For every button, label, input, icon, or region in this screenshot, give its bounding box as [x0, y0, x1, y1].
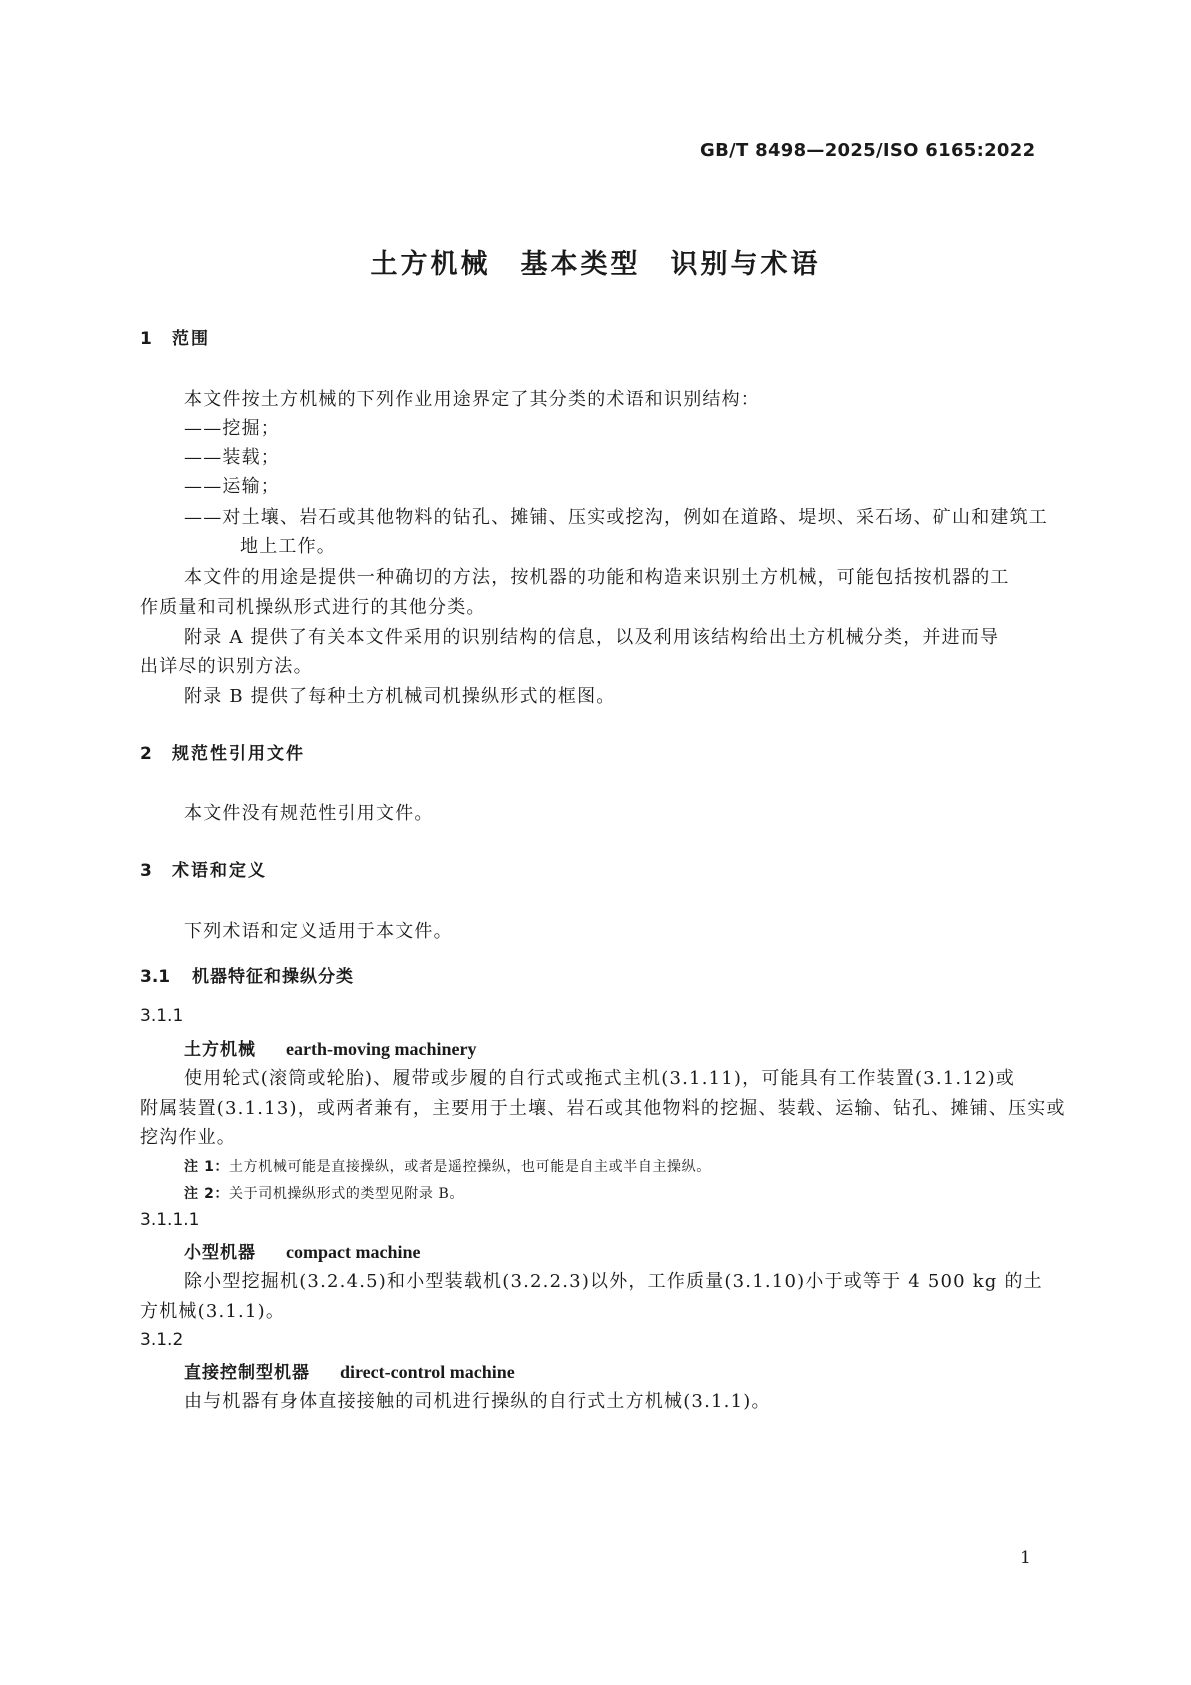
term-title	[184, 1035, 476, 1060]
term-definition: 除小型挖掘机(3.2.4.5)和小型装载机(3.2.2.3)以外，工作质量(3.1.10)小于或等于 4 500 kg 的土	[184, 1271, 1043, 1292]
term-title	[184, 1358, 515, 1383]
list-item: ——运输；	[184, 476, 280, 497]
section-title: 术语和定义	[172, 861, 267, 881]
note-label: 注 1：	[184, 1159, 230, 1175]
paragraph: 本文件的用途是提供一种确切的方法，按机器的功能和构造来识别土方机械，可能包括按机器的工	[184, 567, 1010, 588]
term-en: earth-moving machinery	[286, 1039, 477, 1059]
term-title	[184, 1238, 420, 1263]
term-definition-continuation: 附属装置(3.1.13)，或两者兼有，主要用于土壤、岩石或其他物料的挖掘、装载、运输、钻孔、摊铺、压实或	[140, 1098, 1066, 1119]
paragraph: 附录 A 提供了有关本文件采用的识别结构的信息，以及利用该结构给出土方机械分类，并进而导	[184, 627, 1000, 648]
term-zh: 小型机器	[184, 1243, 256, 1263]
note	[184, 1183, 464, 1203]
term-zh: 土方机械	[184, 1040, 256, 1060]
term-definition-continuation: 方机械(3.1.1)。	[140, 1301, 286, 1322]
note	[184, 1156, 711, 1176]
paragraph: 下列术语和定义适用于本文件。	[184, 921, 453, 942]
note-text: 关于司机操纵形式的类型见附录 B。	[229, 1186, 464, 1202]
section-title: 范围	[172, 329, 210, 349]
note-text: 土方机械可能是直接操纵，或者是遥控操纵，也可能是自主或半自主操纵。	[229, 1159, 711, 1175]
term-definition-continuation: 挖沟作业。	[140, 1127, 236, 1148]
subsection-number: 3.1	[140, 967, 171, 987]
subsection-heading	[140, 962, 354, 987]
section-title: 规范性引用文件	[172, 744, 305, 764]
section-2-heading	[140, 739, 305, 764]
paragraph: 本文件没有规范性引用文件。	[184, 803, 434, 824]
note-label: 注 2：	[184, 1186, 230, 1202]
subsection-title: 机器特征和操纵分类	[192, 967, 354, 987]
list-item: ——装载；	[184, 447, 280, 468]
page-number: 1	[1020, 1548, 1031, 1568]
paragraph-continuation: 出详尽的识别方法。	[140, 656, 313, 677]
paragraph: 本文件按土方机械的下列作业用途界定了其分类的术语和识别结构：	[184, 389, 760, 410]
section-number: 1	[140, 329, 152, 349]
term-number: 3.1.1	[140, 1006, 184, 1026]
list-item-continuation: 地上工作。	[240, 536, 336, 557]
term-number: 3.1.1.1	[140, 1210, 200, 1230]
section-3-heading	[140, 856, 267, 881]
term-definition: 由与机器有身体直接接触的司机进行操纵的自行式土方机械(3.1.1)。	[184, 1391, 771, 1412]
standard-code: GB/T 8498—2025/ISO 6165:2022	[700, 140, 1036, 161]
document-title: 土方机械 基本类型 识别与术语	[370, 249, 821, 280]
section-1-heading	[140, 324, 210, 349]
section-number: 2	[140, 744, 152, 764]
paragraph-continuation: 作质量和司机操纵形式进行的其他分类。	[140, 597, 486, 618]
term-zh: 直接控制型机器	[184, 1363, 310, 1383]
term-en: compact machine	[286, 1242, 421, 1262]
list-item: ——挖掘；	[184, 418, 280, 439]
section-number: 3	[140, 861, 152, 881]
term-definition: 使用轮式(滚筒或轮胎)、履带或步履的自行式或拖式主机(3.1.11)，可能具有工作装置(3.1.12)或	[184, 1068, 1016, 1089]
list-item: ——对土壤、岩石或其他物料的钻孔、摊铺、压实或挖沟，例如在道路、堤坝、采石场、矿山和建筑工	[184, 507, 1048, 528]
term-en: direct-control machine	[340, 1362, 515, 1382]
paragraph: 附录 B 提供了每种土方机械司机操纵形式的框图。	[184, 686, 616, 707]
term-number: 3.1.2	[140, 1330, 184, 1350]
